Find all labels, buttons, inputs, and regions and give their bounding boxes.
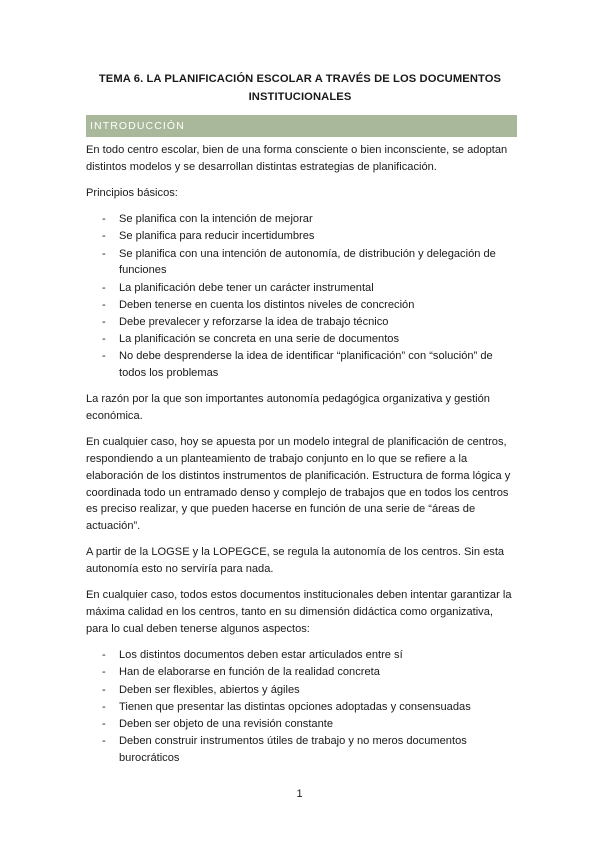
principles-list <box>86 211 514 382</box>
list-item: - Se planifica para reducir incertidumbres <box>102 230 315 243</box>
list-item: - La planificación se concreta en una serie de documentos <box>102 333 399 346</box>
list-item-text: La planificación se concreta en una serie de documentos <box>119 333 399 346</box>
list-item-text: Debe prevalecer y reforzarse la idea de trabajo técnico <box>119 315 389 328</box>
list-item: - Deben ser objeto de una revisión constante <box>102 717 334 730</box>
list-item-text: Tienen que presentar las distintas opciones adoptadas y consensuadas <box>119 700 471 713</box>
list-item: - Deben construir instrumentos útiles de trabajo y no meros documentos burocráticos <box>102 735 467 764</box>
paragraph-integral-model: En cualquier caso, hoy se apuesta por un modelo integral de planificación de centros, respondiendo a un planteamiento de trabajo conjunto en lo que se refiere a la elaboración de los distintos instrumentos de planificación. Estructura de forma lógica y coordinada todo un entramado denso y complejo de trabajos que en todos los centros es preciso realizar, y que pueden hacerse en función de una serie de “áreas de actuación”. <box>86 436 511 533</box>
list-item: - Debe prevalecer y reforzarse la idea de trabajo técnico <box>102 315 389 328</box>
document-body <box>86 142 514 776</box>
paragraph-logse: A partir de la LOGSE y la LOPEGCE, se regula la autonomía de los centros. Sin esta autonomía esto no serviría para nada. <box>86 546 505 576</box>
list-item-text: Deben tenerse en cuenta los distintos niveles de concreción <box>119 298 415 311</box>
list-item: - Tienen que presentar las distintas opciones adoptadas y consensuadas <box>102 700 471 713</box>
list-item-text: Deben ser objeto de una revisión constante <box>119 717 334 730</box>
list-item: - No debe desprenderse la idea de identificar “planificación” con “solución” de todos los problemas <box>102 350 493 380</box>
list-item-text: Se planifica con una intención de autonomía, de distribución y delegación de funciones <box>119 247 496 277</box>
list-item-text: Los distintos documentos deben estar articulados entre sí <box>119 649 403 662</box>
list-item-text: Deben ser flexibles, abiertos y ágiles <box>119 683 300 696</box>
section-heading: INTRODUCCIÓN <box>90 120 185 132</box>
list-item: - Han de elaborarse en función de la realidad concreta <box>102 666 380 679</box>
document-title <box>86 70 514 106</box>
list-item-text: Se planifica con la intención de mejorar <box>119 213 313 226</box>
intro-paragraph: En todo centro escolar, bien de una forma consciente o bien inconsciente, se adoptan distintos modelos y se desarrollan distintas estrategias de planificación. <box>86 144 508 173</box>
page-number: 1 <box>296 788 303 800</box>
list-item-text: Deben construir instrumentos útiles de trabajo y no meros documentos burocráticos <box>119 735 467 764</box>
list-item: - Se planifica con la intención de mejorar <box>102 213 313 226</box>
list-item-text: Han de elaborarse en función de la realidad concreta <box>119 666 380 679</box>
list-item: - La planificación debe tener un carácter instrumental <box>102 281 374 294</box>
list-item: - Los distintos documentos deben estar articulados entre sí <box>102 649 403 662</box>
title-line-2: INSTITUCIONALES <box>248 91 352 103</box>
title-line-1: TEMA 6. LA PLANIFICACIÓN ESCOLAR A TRAVÉS DE LOS DOCUMENTOS <box>98 73 502 85</box>
paragraph-quality: En cualquier caso, todos estos documentos institucionales deben intentar garantizar la máxima calidad en los centros, tanto en su dimensión didáctica como organizativa, para lo cual deben tenerse algunos aspectos: <box>86 589 512 635</box>
section-heading-bar <box>86 115 517 137</box>
paragraph-autonomy: La razón por la que son importantes autonomía pedagógica organizativa y gestión económica. <box>86 393 490 423</box>
aspects-list <box>86 647 514 767</box>
list-item-text: No debe desprenderse la idea de identificar “planificación” con “solución” de todos los problemas <box>119 350 493 380</box>
list-item: - Deben ser flexibles, abiertos y ágiles <box>102 683 300 696</box>
list-item-text: Se planifica para reducir incertidumbres <box>119 230 315 243</box>
list-item: - Se planifica con una intención de autonomía, de distribución y delegación de funciones <box>102 247 496 277</box>
principles-label: Principios básicos: <box>86 186 178 199</box>
list-item-text: La planificación debe tener un carácter instrumental <box>119 281 374 294</box>
list-item: - Deben tenerse en cuenta los distintos niveles de concreción <box>102 298 415 311</box>
